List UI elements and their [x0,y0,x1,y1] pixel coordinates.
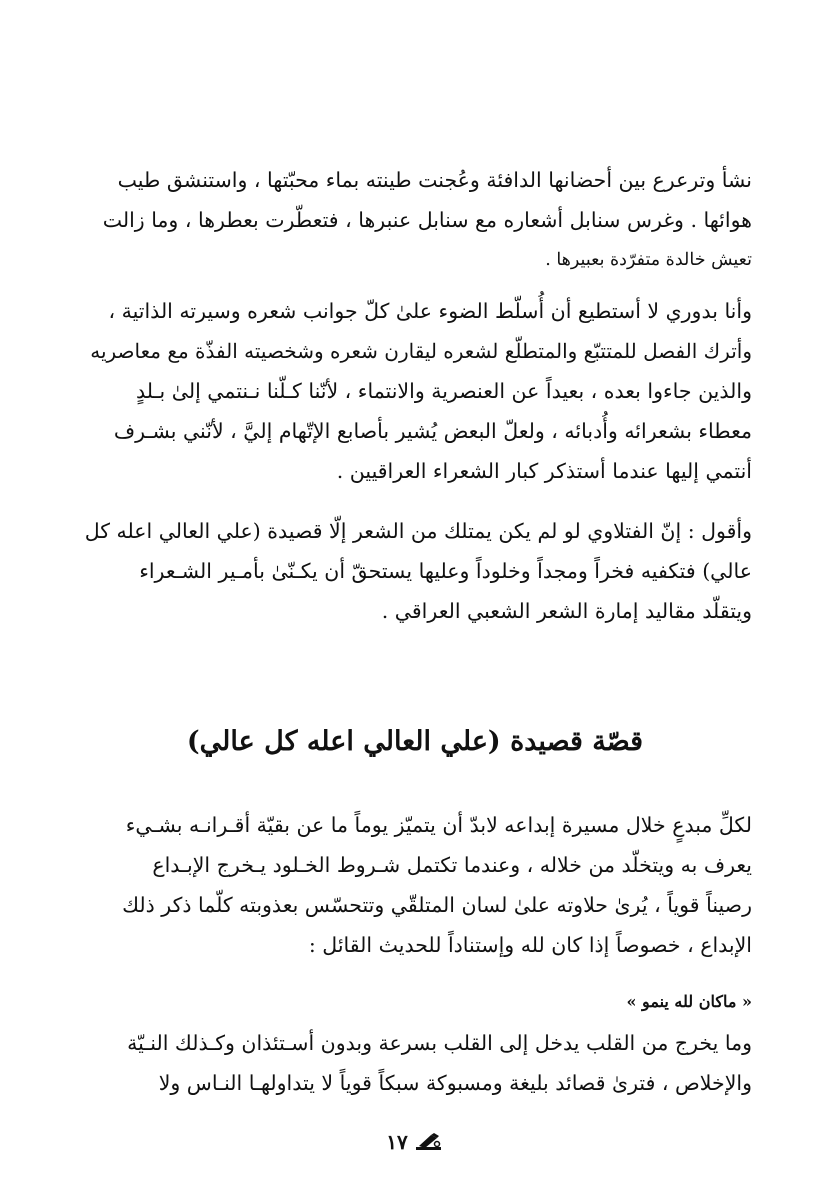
paragraph-1 [78,160,752,280]
text-line: والإخلاص ، فترىٰ قصائد بليغة ومسبوكة سبكاً قوياً لا يتداولهـا النـاس ولا [158,1071,752,1095]
paragraph-4 [78,805,752,965]
text-line: وما يخرج من القلب يدخل إلى القلب بسرعة وبدون أسـتئذان وكـذلك النـيّة [127,1031,752,1055]
text-line: وأنا بدوري لا أستطيع أن أُسلّط الضوء علىٰ كلّ جوانب شعره وسيرته الذاتية ، [108,299,752,323]
paragraph-5 [78,1023,752,1103]
text-line: لكلِّ مبدعٍ خلال مسيرة إبداعه لابدّ أن يتميّز يوماً ما عن بقيّة أقـرانـه بشـيء [125,813,752,837]
page-number: ١٧ [386,1129,408,1154]
text-line: تعيش خالدة متفرّدة بعبيرها . [545,250,752,270]
text-line: ويتقلّد مقاليد إمارة الشعر الشعبي العراقي . [381,599,752,623]
text-line: أنتمي إليها عندما أستذكر كبار الشعراء العراقيين . [336,459,752,483]
paragraph-3 [78,511,752,631]
pen-writing-icon [415,1132,443,1152]
text-line: معطاء بشعرائه وأُدبائه ، ولعلّ البعض يُشير بأصابع الإتّهام إليَّ ، لأنّني بشـرف [113,419,752,443]
text-line: هوائها . وغرس سنابل أشعاره مع سنابل عنبرها ، فتعطّرت بعطرها ، وما زالت [102,208,752,232]
text-line: رصيناً قوياً ، يُرىٰ حلاوته علىٰ لسان المتلقّي وتتحسّس بعذوبته كلّما ذكر ذلك [122,893,752,917]
text-line: والذين جاءوا بعده ، بعيداً عن العنصرية والانتماء ، لأنّنا كـلّنا نـنتمي إلىٰ بـلدٍ [135,379,752,403]
text-line: نشأ وترعرع بين أحضانها الدافئة وعُجنت طينته بماء محبّتها ، واستنشق طيب [117,168,752,192]
text-line: وأقول : إنّ الفتلاوي لو لم يكن يمتلك من الشعر إلّا قصيدة (علي العالي اعله كل [84,519,752,543]
paragraph-2 [78,291,752,491]
text-line: عالي) فتكفيه فخراً ومجداً وخلوداً وعليها يستحقّ أن يكـنّىٰ بأمـير الشـعراء [139,559,752,583]
hadith-quote: « ماكان لله ينمو » [626,992,752,1011]
page-footer [0,1128,829,1154]
text-line: يعرف به ويتخلّد من خلاله ، وعندما تكتمل شـروط الخـلود يـخرج الإبـداع [152,853,752,877]
text-line: وأترك الفصل للمتتبّع والمتطلّع لشعره ليقارن شعره وشخصيته الفذّة مع معاصريه [90,339,752,363]
section-heading: قصّة قصيدة (علي العالي اعله كل عالي) [186,726,644,757]
text-line: الإبداع ، خصوصاً إذا كان لله وإستناداً للحديث القائل : [308,933,752,957]
